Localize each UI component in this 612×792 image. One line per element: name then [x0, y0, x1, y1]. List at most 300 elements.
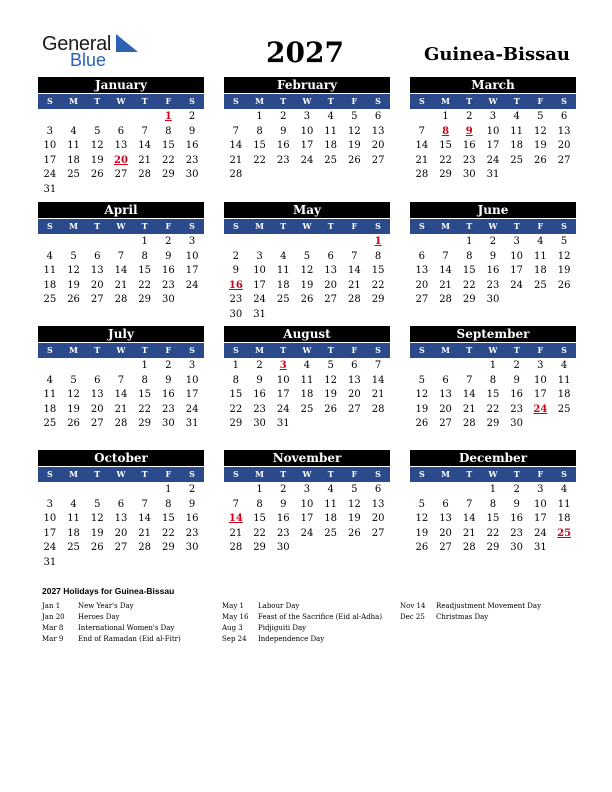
day-cell: 5	[560, 236, 568, 247]
day-cell: 21	[229, 154, 243, 166]
day-cell: 6	[374, 484, 382, 495]
day-cell	[224, 110, 248, 125]
day-cell: 23	[162, 279, 175, 291]
day-cell	[343, 235, 367, 250]
day-cell: 11	[324, 125, 338, 137]
day-cell: 15	[138, 389, 152, 400]
week-row	[224, 359, 390, 374]
day-cell: 3	[188, 360, 196, 371]
weekday-header	[410, 94, 576, 109]
weekday-label: M	[441, 221, 450, 231]
day-cell	[457, 359, 481, 374]
day-cell: 21	[439, 279, 452, 291]
day-cell: 9	[513, 374, 520, 386]
day-cell: 3	[303, 111, 311, 122]
day-cell: 26	[90, 542, 104, 553]
holiday-name: Feast of the Sacrifice (Eid al-Adha)	[258, 613, 383, 621]
week-row	[38, 183, 204, 198]
day-cell: 19	[534, 140, 547, 151]
week-row	[410, 154, 576, 169]
day-cell: 19	[300, 279, 314, 291]
day-cell: 16	[510, 513, 524, 524]
logo-text-general: General	[42, 33, 112, 55]
holiday-day-cell: 1	[374, 236, 382, 247]
day-cell: 19	[67, 403, 80, 415]
weekday-label: F	[351, 469, 358, 479]
day-cell: 11	[43, 389, 57, 400]
weekday-label: F	[351, 96, 358, 106]
day-cell: 11	[67, 140, 80, 151]
day-cell: 22	[253, 527, 266, 539]
day-cell: 26	[348, 527, 361, 539]
day-cell: 7	[466, 498, 473, 510]
day-cell: 28	[371, 403, 385, 415]
day-cell: 1	[141, 360, 148, 371]
day-cell: 7	[232, 498, 240, 510]
weekday-label: T	[513, 469, 520, 479]
day-cell: 12	[415, 389, 429, 400]
day-cell: 27	[439, 542, 452, 553]
month-days	[38, 109, 204, 197]
day-cell: 27	[114, 542, 128, 553]
day-cell: 23	[229, 294, 243, 305]
day-cell: 30	[253, 418, 266, 429]
week-row	[38, 168, 204, 183]
weekday-label: S	[189, 96, 195, 106]
day-cell	[180, 183, 204, 198]
day-cell: 25	[324, 527, 338, 539]
holiday-date: Dec 25	[400, 613, 425, 621]
day-cell: 6	[418, 250, 426, 262]
weekday-header	[410, 343, 576, 358]
week-row	[410, 498, 576, 513]
day-cell: 18	[276, 279, 290, 291]
day-cell: 6	[94, 250, 101, 262]
weekday-label: W	[302, 345, 312, 355]
day-cell: 12	[348, 498, 361, 510]
week-row	[410, 512, 576, 527]
month-days	[224, 482, 390, 556]
holiday-day-cell: 24	[533, 403, 548, 415]
day-cell	[109, 483, 133, 498]
day-cell	[62, 183, 86, 198]
weekday-label: M	[255, 221, 264, 231]
day-cell: 5	[418, 374, 426, 386]
day-cell: 7	[442, 250, 449, 262]
day-cell: 23	[276, 527, 290, 539]
day-cell: 2	[232, 250, 240, 262]
month-may	[224, 202, 390, 322]
day-cell: 12	[90, 513, 104, 524]
holiday-day-cell: 8	[442, 125, 450, 137]
day-cell: 14	[114, 389, 128, 400]
day-cell	[85, 110, 109, 125]
weekday-header	[224, 219, 390, 234]
day-cell: 9	[165, 374, 172, 386]
day-cell	[62, 483, 86, 498]
day-cell: 2	[466, 111, 473, 122]
day-cell: 13	[324, 265, 338, 276]
day-cell: 9	[489, 250, 497, 262]
day-cell: 28	[439, 294, 452, 305]
day-cell: 8	[374, 250, 382, 262]
day-cell: 4	[513, 111, 520, 122]
day-cell	[38, 110, 62, 125]
day-cell: 6	[374, 111, 382, 122]
day-cell: 27	[324, 294, 338, 305]
day-cell: 10	[534, 374, 547, 386]
day-cell: 14	[462, 389, 476, 400]
weekday-label: F	[537, 345, 544, 355]
weekday-label: F	[537, 221, 544, 231]
day-cell: 11	[67, 513, 80, 524]
day-cell: 13	[371, 498, 385, 510]
weekday-label: M	[255, 345, 264, 355]
weekday-label: M	[69, 221, 78, 231]
day-cell: 29	[371, 294, 385, 305]
day-cell: 30	[510, 418, 524, 429]
day-cell: 24	[300, 527, 314, 539]
day-cell: 16	[185, 140, 199, 151]
day-cell: 15	[162, 140, 175, 151]
day-cell: 18	[324, 140, 338, 151]
day-cell	[319, 417, 343, 432]
day-cell	[180, 293, 204, 308]
weekday-label: T	[280, 96, 287, 106]
day-cell: 9	[232, 265, 240, 276]
day-cell: 5	[70, 250, 77, 262]
day-cell: 23	[162, 403, 175, 415]
day-cell: 4	[327, 111, 334, 122]
weekday-label: S	[189, 469, 195, 479]
day-cell: 17	[534, 513, 547, 524]
day-cell: 25	[510, 154, 524, 166]
day-cell: 5	[418, 498, 426, 510]
day-cell: 9	[513, 498, 520, 510]
day-cell: 19	[67, 279, 80, 291]
day-cell: 28	[348, 294, 361, 305]
day-cell: 17	[43, 154, 57, 166]
day-cell: 29	[138, 418, 152, 429]
holiday-item	[222, 623, 382, 634]
month-title: September	[410, 326, 576, 342]
day-cell: 19	[90, 527, 104, 539]
week-row	[410, 374, 576, 389]
day-cell: 7	[117, 250, 125, 262]
brand-logo	[42, 33, 142, 69]
day-cell: 5	[351, 111, 358, 122]
day-cell: 11	[557, 498, 571, 510]
day-cell: 7	[351, 250, 358, 262]
day-cell	[157, 183, 181, 198]
day-cell: 27	[371, 527, 385, 539]
day-cell: 14	[462, 513, 476, 524]
day-cell: 18	[43, 279, 57, 291]
day-cell: 18	[557, 513, 571, 524]
day-cell: 20	[114, 527, 128, 539]
day-cell: 17	[534, 389, 547, 400]
weekday-label: S	[418, 345, 425, 355]
day-cell	[295, 417, 319, 432]
day-cell: 22	[371, 279, 385, 291]
weekday-label: T	[141, 96, 148, 106]
month-title: December	[410, 450, 576, 466]
week-row	[410, 417, 576, 432]
day-cell	[343, 541, 367, 556]
day-cell: 12	[534, 125, 547, 137]
day-cell: 24	[185, 279, 199, 291]
month-days	[224, 234, 390, 322]
day-cell	[133, 183, 157, 198]
day-cell: 1	[489, 484, 497, 495]
day-cell: 8	[489, 374, 497, 386]
day-cell	[366, 541, 390, 556]
day-cell: 19	[415, 527, 429, 539]
day-cell: 31	[534, 542, 547, 553]
day-cell: 13	[371, 125, 385, 137]
day-cell: 20	[371, 140, 385, 151]
holiday-name: New Year's Day	[78, 602, 134, 610]
day-cell: 31	[276, 418, 290, 429]
day-cell	[319, 308, 343, 323]
day-cell: 7	[117, 374, 125, 386]
day-cell	[295, 308, 319, 323]
day-cell: 1	[256, 484, 263, 495]
day-cell: 16	[462, 140, 476, 151]
holiday-item	[222, 612, 382, 623]
weekday-label: F	[165, 221, 172, 231]
day-cell: 10	[185, 250, 199, 262]
day-cell	[271, 168, 295, 183]
logo-triangle-icon	[114, 34, 138, 52]
day-cell: 2	[489, 236, 497, 247]
day-cell: 23	[185, 527, 199, 539]
weekday-label: S	[232, 469, 239, 479]
weekday-label: S	[418, 96, 425, 106]
day-cell: 21	[371, 389, 385, 400]
weekday-label: S	[561, 96, 567, 106]
day-cell: 19	[557, 265, 571, 276]
day-cell	[319, 235, 343, 250]
day-cell	[552, 417, 576, 432]
day-cell	[133, 110, 157, 125]
day-cell	[271, 308, 295, 323]
weekday-label: F	[351, 221, 358, 231]
day-cell: 11	[324, 498, 338, 510]
day-cell: 8	[141, 374, 148, 386]
day-cell: 16	[486, 265, 500, 276]
week-row	[410, 250, 576, 265]
weekday-label: S	[232, 221, 239, 231]
week-row	[38, 359, 204, 374]
day-cell: 3	[46, 125, 54, 137]
weekday-label: T	[327, 345, 334, 355]
weekday-label: S	[375, 469, 381, 479]
holiday-item	[222, 601, 382, 612]
day-cell: 16	[276, 513, 290, 524]
weekday-label: W	[302, 221, 312, 231]
weekday-label: S	[189, 221, 195, 231]
day-cell: 15	[462, 265, 476, 276]
weekday-header	[38, 467, 204, 482]
weekday-label: S	[232, 96, 239, 106]
holiday-item	[42, 634, 181, 645]
month-title: November	[224, 450, 390, 466]
day-cell: 5	[351, 484, 358, 495]
day-cell: 10	[43, 140, 57, 151]
weekday-label: T	[466, 469, 473, 479]
day-cell: 17	[253, 279, 266, 291]
day-cell: 11	[510, 125, 524, 137]
weekday-label: T	[513, 221, 520, 231]
weekday-label: S	[46, 469, 53, 479]
day-cell	[62, 110, 86, 125]
day-cell: 27	[415, 294, 429, 305]
day-cell	[366, 308, 390, 323]
day-cell: 17	[300, 513, 314, 524]
month-january	[38, 77, 204, 197]
day-cell: 13	[415, 265, 429, 276]
weekday-label: M	[255, 469, 264, 479]
holiday-item	[42, 601, 181, 612]
day-cell: 28	[114, 294, 128, 305]
day-cell: 2	[513, 484, 520, 495]
holiday-date: Aug 3	[222, 624, 243, 632]
day-cell: 7	[466, 374, 473, 386]
day-cell: 5	[94, 125, 101, 137]
day-cell: 20	[324, 279, 338, 291]
day-cell: 9	[188, 498, 196, 510]
day-cell: 13	[90, 265, 104, 276]
day-cell: 4	[303, 360, 311, 371]
weekday-label: S	[46, 96, 53, 106]
holiday-date: Mar 9	[42, 635, 64, 643]
week-row	[38, 125, 204, 140]
day-cell: 10	[534, 498, 547, 510]
day-cell: 6	[442, 374, 449, 386]
day-cell: 7	[374, 360, 382, 371]
weekday-label: T	[141, 345, 148, 355]
month-days	[38, 358, 204, 432]
day-cell: 20	[90, 403, 104, 415]
day-cell: 15	[439, 140, 452, 151]
day-cell	[343, 308, 367, 323]
day-cell	[180, 556, 204, 571]
day-cell: 22	[229, 403, 243, 415]
weekday-label: T	[466, 221, 473, 231]
day-cell: 14	[138, 140, 152, 151]
day-cell	[552, 168, 576, 183]
day-cell: 21	[348, 279, 361, 291]
day-cell: 10	[253, 265, 266, 276]
day-cell: 26	[415, 542, 429, 553]
holiday-date: Mar 8	[42, 624, 64, 632]
weekday-label: S	[46, 345, 53, 355]
day-cell: 29	[486, 418, 500, 429]
week-row	[224, 403, 390, 418]
month-days	[410, 109, 576, 183]
week-row	[224, 293, 390, 308]
holiday-column	[400, 601, 541, 623]
day-cell: 15	[486, 513, 500, 524]
day-cell: 2	[188, 484, 196, 495]
day-cell: 30	[229, 308, 243, 320]
week-row	[38, 139, 204, 154]
week-row	[410, 264, 576, 279]
day-cell: 31	[43, 556, 57, 568]
holiday-day-cell: 14	[228, 513, 243, 524]
weekday-label: S	[232, 345, 239, 355]
day-cell: 15	[138, 265, 152, 276]
country-name: Guinea-Bissau	[423, 44, 570, 65]
day-cell: 13	[557, 125, 571, 137]
day-cell: 14	[229, 140, 243, 151]
day-cell: 22	[138, 279, 152, 291]
holiday-name: Christmas Day	[436, 613, 489, 621]
day-cell: 13	[114, 513, 128, 524]
day-cell: 31	[185, 418, 199, 429]
day-cell: 1	[442, 111, 449, 122]
day-cell: 29	[162, 542, 175, 553]
holiday-item	[222, 634, 382, 645]
weekday-header	[224, 343, 390, 358]
week-row	[38, 541, 204, 556]
day-cell: 18	[557, 389, 571, 400]
day-cell: 18	[324, 513, 338, 524]
day-cell: 8	[256, 498, 263, 510]
week-row	[410, 293, 576, 308]
day-cell: 23	[486, 279, 500, 291]
month-days	[38, 234, 204, 308]
week-row	[38, 235, 204, 250]
month-days	[224, 109, 390, 183]
weekday-label: W	[488, 469, 498, 479]
day-cell	[434, 235, 458, 250]
month-days	[224, 358, 390, 432]
day-cell	[109, 110, 133, 125]
weekday-label: T	[141, 221, 148, 231]
day-cell: 17	[486, 140, 500, 151]
day-cell: 12	[90, 140, 104, 151]
month-title: October	[38, 450, 204, 466]
weekday-label: T	[94, 96, 101, 106]
day-cell: 18	[300, 389, 314, 400]
day-cell: 15	[371, 265, 385, 276]
day-cell: 30	[162, 418, 175, 429]
day-cell	[109, 183, 133, 198]
holiday-date: May 1	[222, 602, 244, 610]
day-cell	[271, 235, 295, 250]
day-cell: 6	[442, 498, 449, 510]
day-cell: 8	[256, 125, 263, 137]
week-row	[38, 264, 204, 279]
day-cell: 15	[162, 513, 175, 524]
day-cell: 24	[276, 403, 290, 415]
holiday-date: Jan 1	[42, 602, 61, 610]
day-cell: 5	[303, 250, 311, 262]
day-cell: 19	[324, 389, 338, 400]
day-cell: 4	[46, 374, 54, 386]
day-cell: 26	[415, 418, 429, 429]
day-cell: 24	[300, 154, 314, 166]
day-cell: 17	[510, 265, 524, 276]
weekday-label: F	[537, 469, 544, 479]
weekday-label: M	[69, 345, 78, 355]
day-cell: 18	[510, 140, 524, 151]
day-cell	[529, 293, 553, 308]
day-cell	[157, 556, 181, 571]
day-cell: 4	[70, 498, 77, 510]
